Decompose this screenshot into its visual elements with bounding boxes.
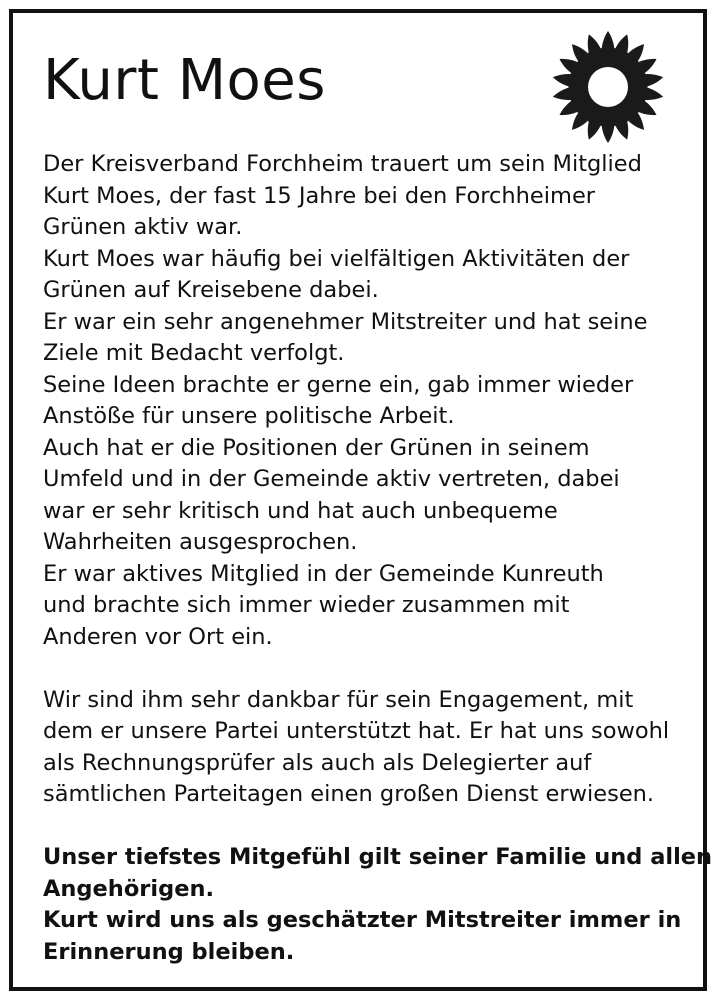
text-line: war er sehr kritisch und hat auch unbequeme <box>43 497 558 524</box>
paragraph-thanks <box>43 685 693 811</box>
text-line: und brachte sich immer wieder zusammen mit <box>43 592 570 618</box>
obituary-title: Kurt Moes <box>43 48 326 113</box>
text-line: Kurt Moes war häufig bei vielfältigen Aktivitäten der <box>43 245 630 272</box>
text-line: Kurt wird uns als geschätzter Mitstreiter immer in <box>43 907 682 933</box>
text-line: Seine Ideen brachte er gerne ein, gab immer wieder <box>43 371 634 398</box>
text-line: Angehörigen. <box>43 875 215 902</box>
text-line: Er war aktives Mitglied in der Gemeinde Kunreuth <box>43 560 604 587</box>
text-line: Grünen auf Kreisebene dabei. <box>43 277 379 303</box>
text-line: sämtlichen Parteitagen einen großen Dienst erwiesen. <box>43 781 655 807</box>
text-line: Unser tiefstes Mitgefühl gilt seiner Familie und allen <box>43 844 713 870</box>
text-line: Er war ein sehr angenehmer Mitstreiter und hat seine <box>43 308 648 335</box>
text-line: Der Kreisverband Forchheim trauert um sein Mitglied <box>43 151 642 177</box>
text-line: Wahrheiten ausgesprochen. <box>43 529 358 555</box>
text-line: Wir sind ihm sehr dankbar für sein Engagement, mit <box>43 686 634 713</box>
text-line: als Rechnungsprüfer als auch als Delegierter auf <box>43 749 592 776</box>
paragraph-spacer <box>43 811 693 843</box>
text-line: dem er unsere Partei unterstützt hat. Er hat uns sowohl <box>43 718 670 744</box>
text-line: Anderen vor Ort ein. <box>43 623 273 650</box>
text-line: Erinnerung bleiben. <box>43 938 295 965</box>
paragraph-spacer <box>43 653 693 685</box>
obituary-frame <box>9 9 713 991</box>
text-line: Umfeld und in der Gemeinde aktiv vertreten, dabei <box>43 466 620 492</box>
obituary-body <box>43 149 713 968</box>
text-line: Kurt Moes, der fast 15 Jahre bei den Forchheimer <box>43 182 596 209</box>
text-line: Grünen aktiv war. <box>43 214 243 240</box>
text-line: Ziele mit Bedacht verfolgt. <box>43 340 345 366</box>
text-line: Auch hat er die Positionen der Grünen in seinem <box>43 434 590 461</box>
paragraph-condolences <box>43 842 713 968</box>
paragraph-tribute <box>43 149 693 653</box>
text-line: Anstöße für unsere politische Arbeit. <box>43 403 455 429</box>
sunflower-icon <box>548 27 668 147</box>
